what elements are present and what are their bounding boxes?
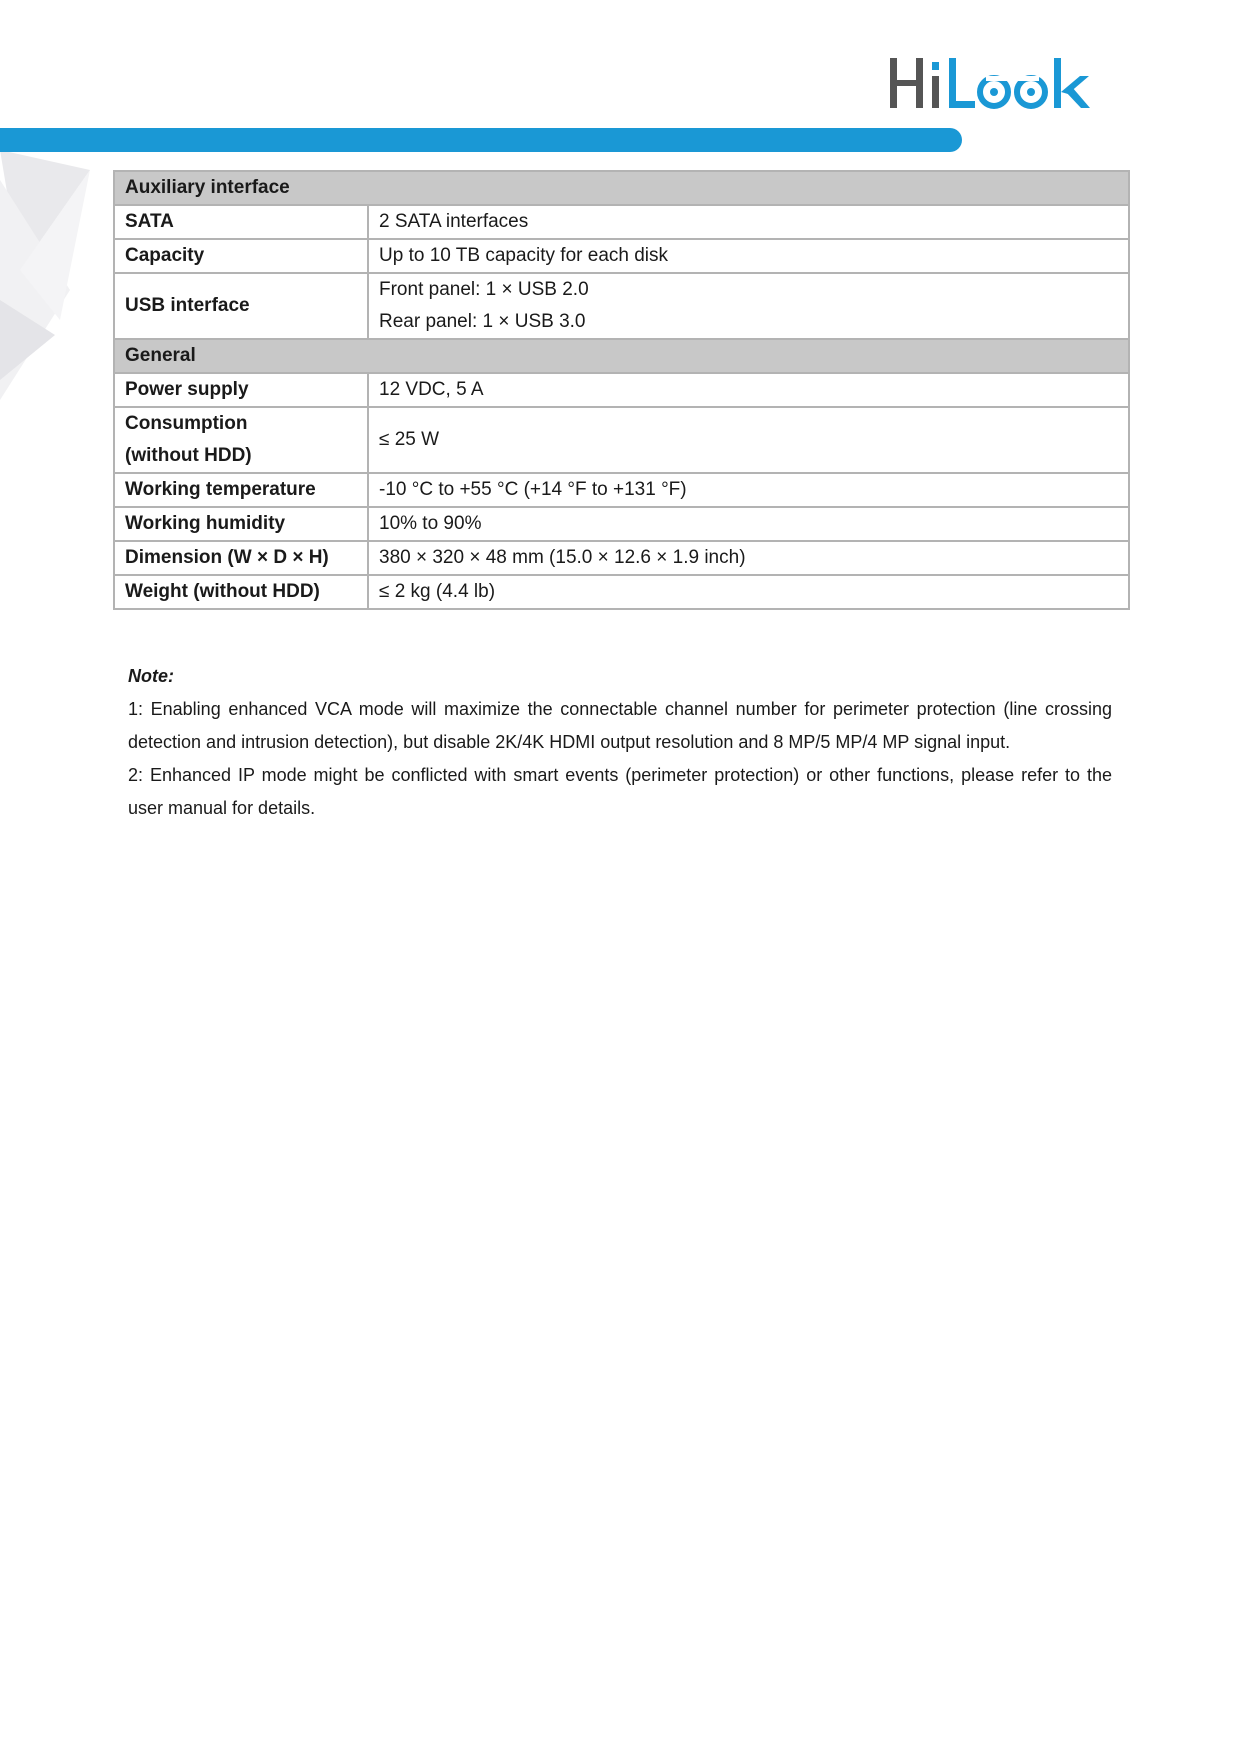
table-row (114, 273, 1129, 339)
spec-value: 10% to 90% (368, 507, 1129, 541)
table-row (114, 407, 1129, 473)
section-title: Auxiliary interface (114, 171, 1129, 205)
hilook-logo (886, 50, 1096, 120)
spec-value: 2 SATA interfaces (368, 205, 1129, 239)
spec-key: Working humidity (114, 507, 368, 541)
spec-key-line: (without HDD) (125, 445, 252, 466)
note-item: 2: Enhanced IP mode might be conflicted with smart events (perimeter protection) or other functions, please refer to the user manual for details. (128, 765, 1112, 818)
spec-value: 12 VDC, 5 A (368, 373, 1129, 407)
table-section-header (114, 339, 1129, 373)
table-row (114, 473, 1129, 507)
table-row (114, 541, 1129, 575)
table-row (114, 507, 1129, 541)
spec-value (368, 273, 1129, 339)
note-item: 1: Enabling enhanced VCA mode will maximize the connectable channel number for perimeter protection (line crossing detection and intrusion detection), but disable 2K/4K HDMI output resolution and 8 MP/5 MP/4 MP signal input. (128, 699, 1112, 752)
spec-value: 380 × 320 × 48 mm (15.0 × 12.6 × 1.9 inch) (368, 541, 1129, 575)
spec-key: Weight (without HDD) (114, 575, 368, 609)
spec-key: SATA (114, 205, 368, 239)
table-section-header (114, 171, 1129, 205)
spec-key: Dimension (W × D × H) (114, 541, 368, 575)
spec-value: ≤ 25 W (368, 407, 1129, 473)
table-row (114, 575, 1129, 609)
spec-value: ≤ 2 kg (4.4 lb) (368, 575, 1129, 609)
spec-value: Up to 10 TB capacity for each disk (368, 239, 1129, 273)
spec-value-line: Rear panel: 1 × USB 3.0 (379, 311, 586, 332)
spec-value: -10 °C to +55 °C (+14 °F to +131 °F) (368, 473, 1129, 507)
section-title: General (114, 339, 1129, 373)
spec-key: Working temperature (114, 473, 368, 507)
spec-key-line: Consumption (125, 413, 248, 434)
spec-key: USB interface (114, 273, 368, 339)
notes-section (128, 660, 1112, 825)
spec-key: Capacity (114, 239, 368, 273)
table-row (114, 373, 1129, 407)
spec-key (114, 407, 368, 473)
specification-table (113, 170, 1130, 610)
table-row (114, 205, 1129, 239)
note-title: Note: (128, 666, 174, 686)
spec-value-line: Front panel: 1 × USB 2.0 (379, 279, 589, 300)
table-row (114, 239, 1129, 273)
spec-key: Power supply (114, 373, 368, 407)
decorative-triangles (0, 150, 100, 410)
header-accent-bar (0, 128, 962, 152)
